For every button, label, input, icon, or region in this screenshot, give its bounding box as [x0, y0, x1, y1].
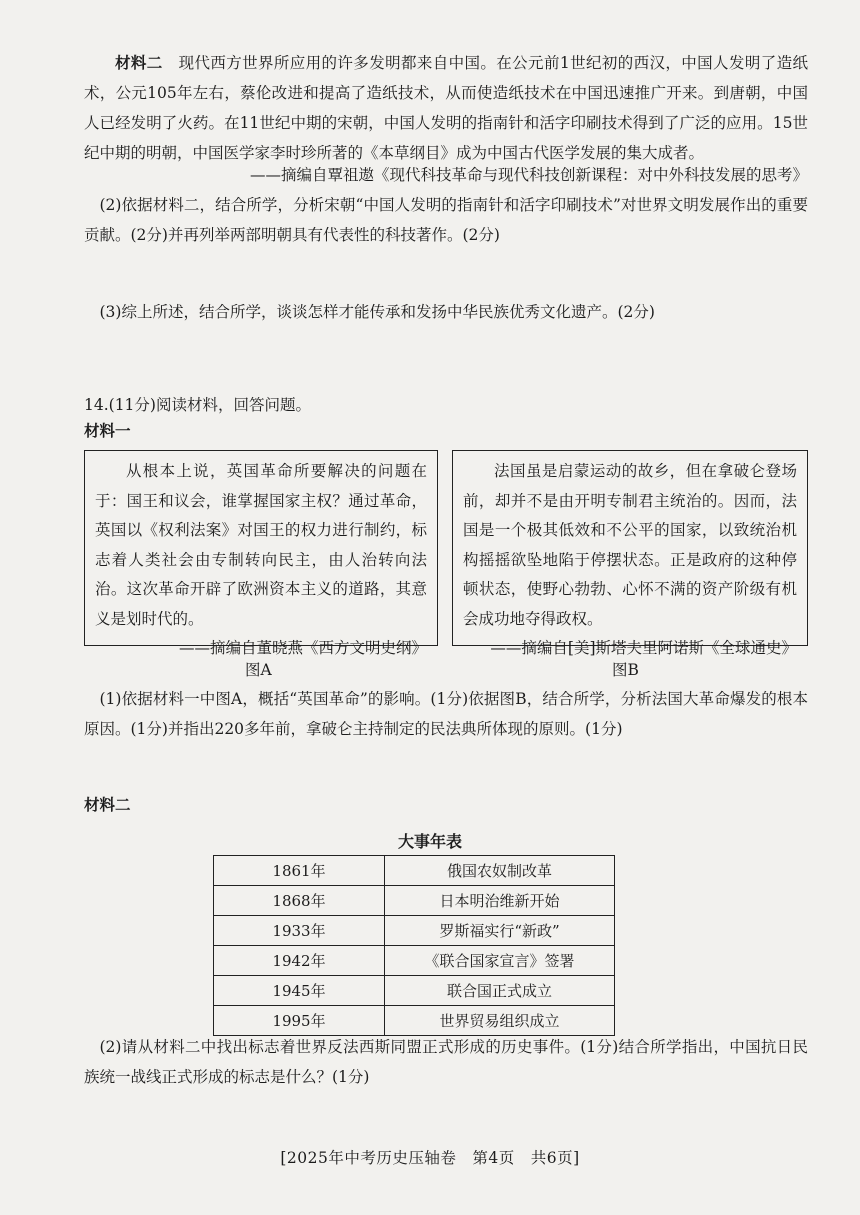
year-cell: 1933年: [214, 916, 385, 946]
question-3: (3)综上所述，结合所学，谈谈怎样才能传承和发扬中华民族优秀文化遗产。(2分): [99, 303, 655, 321]
box-a-text: 从根本上说，英国革命所要解决的问题在于：国王和议会，谁掌握国家主权？通过革命，英国以《权利法案》对国王的权力进行制约，标志着人类社会由专制转向民主，由人治转向法治。这次革命开辟了欧洲资本主义的道路，其意义是划时代的。: [95, 462, 427, 628]
table-row: [214, 1006, 615, 1036]
event-cell: 俄国农奴制改革: [385, 856, 615, 886]
question-14-2: (2)请从材料二中找出标志着世界反法西斯同盟正式形成的历史事件。(1分)结合所学指出，中国抗日民族统一战线正式形成的标志是什么？(1分): [84, 1038, 808, 1086]
box-b-source: ——摘编自[美]斯塔夫里阿诺斯《全球通史》: [490, 639, 797, 657]
year-cell: 1945年: [214, 976, 385, 1006]
material2-source: ——摘编自覃祖遨《现代科技革命与现代科技创新课程：对中外科技发展的思考》: [249, 166, 808, 184]
events-table: [213, 855, 615, 1036]
year-cell: 1868年: [214, 886, 385, 916]
table-row: [214, 976, 615, 1006]
box-a-source: ——摘编自董晓燕《西方文明史纲》: [178, 639, 427, 657]
material2-label-q14: 材料二: [84, 796, 131, 814]
table-row: [214, 856, 615, 886]
year-cell: 1995年: [214, 1006, 385, 1036]
table-row: [214, 916, 615, 946]
caption-b: 图B: [612, 661, 639, 679]
box-a: [84, 450, 438, 657]
material2-text: 现代西方世界所应用的许多发明都来自中国。在公元前1世纪初的西汉，中国人发明了造纸术，公元105年左右，蔡伦改进和提高了造纸技术，从而使造纸技术在中国迅速推广开来。到唐朝，中国人已经发明了火药。在11世纪中期的宋朝，中国人发明的指南针和活字印刷技术得到了广泛的应用。15世纪中期的明朝，中国医学家李时珍所著的《本草纲目》成为中国古代医学发展的集大成者。: [84, 54, 808, 162]
table-title: 大事年表: [397, 832, 462, 851]
material2-label: 材料二: [115, 54, 163, 72]
material1-label: 材料一: [84, 422, 131, 440]
box-b: [452, 450, 808, 657]
event-cell: 世界贸易组织成立: [385, 1006, 615, 1036]
year-cell: 1861年: [214, 856, 385, 886]
question-14-1: (1)依据材料一中图A，概括“英国革命”的影响。(1分)依据图B，结合所学，分析法国大革命爆发的根本原因。(1分)并指出220多年前，拿破仑主持制定的民法典所体现的原则。(1分): [84, 690, 808, 738]
event-cell: 《联合国家宣言》签署: [385, 946, 615, 976]
event-cell: 罗斯福实行“新政”: [385, 916, 615, 946]
caption-a: 图A: [245, 661, 272, 679]
material2-paragraph: [84, 48, 808, 168]
table-row: [214, 886, 615, 916]
question-14-title: 14.(11分)阅读材料，回答问题。: [84, 396, 311, 414]
table-row: [214, 946, 615, 976]
page-footer: [2025年中考历史压轴卷 第4页 共6页]: [280, 1149, 580, 1167]
event-cell: 日本明治维新开始: [385, 886, 615, 916]
box-b-text: 法国虽是启蒙运动的故乡，但在拿破仑登场前，却并不是由开明专制君主统治的。因而，法国是一个极其低效和不公平的国家，以致统治机构摇摇欲坠地陷于停摆状态。正是政府的这种停顿状态，使野心勃勃、心怀不满的资产阶级有机会成功地夺得政权。: [463, 462, 797, 628]
year-cell: 1942年: [214, 946, 385, 976]
event-cell: 联合国正式成立: [385, 976, 615, 1006]
question-2: (2)依据材料二，结合所学，分析宋朝“中国人发明的指南针和活字印刷技术”对世界文明发展作出的重要贡献。(2分)并再列举两部明朝具有代表性的科技著作。(2分): [84, 196, 808, 244]
